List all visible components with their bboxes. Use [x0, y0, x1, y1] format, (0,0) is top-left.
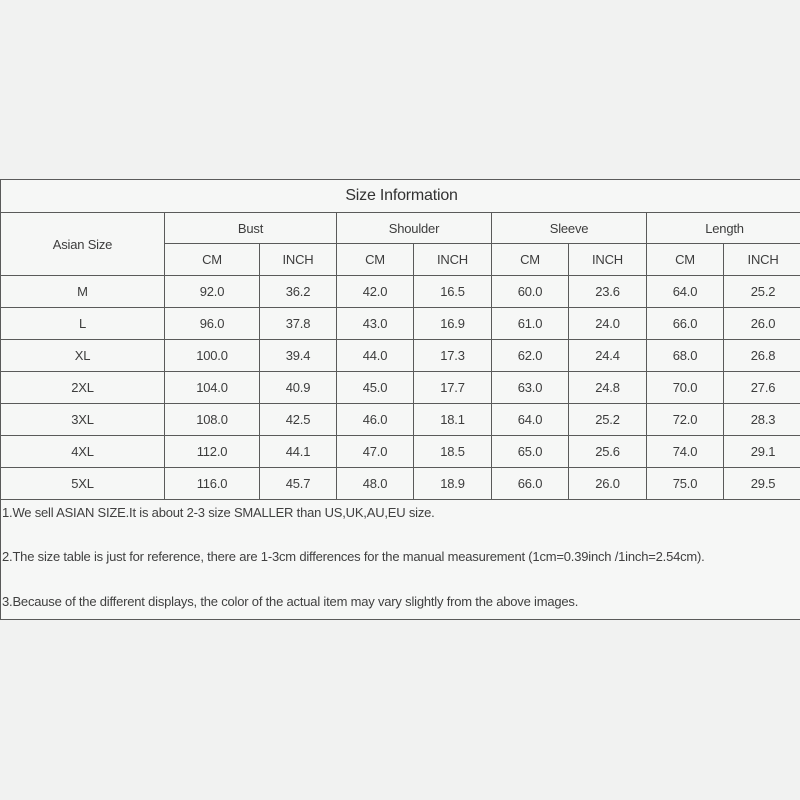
table-cell: 25.6 — [569, 436, 647, 468]
size-label: 4XL — [1, 436, 165, 468]
table-cell: 36.2 — [260, 276, 337, 308]
table-cell: 37.8 — [260, 308, 337, 340]
table-cell: 16.9 — [414, 308, 492, 340]
table-cell: 92.0 — [165, 276, 260, 308]
group-header-row — [1, 213, 800, 244]
unit-header: INCH — [260, 244, 337, 276]
table-cell: 24.8 — [569, 372, 647, 404]
table-row — [1, 436, 800, 468]
group-header-sleeve: Sleeve — [492, 213, 647, 244]
size-label: 3XL — [1, 404, 165, 436]
table-title: Size Information — [1, 180, 800, 213]
size-label: 5XL — [1, 468, 165, 500]
table-row — [1, 372, 800, 404]
table-cell: 66.0 — [647, 308, 724, 340]
unit-header: INCH — [414, 244, 492, 276]
table-cell: 29.5 — [724, 468, 800, 500]
table-cell: 64.0 — [647, 276, 724, 308]
unit-header: INCH — [724, 244, 800, 276]
table-cell: 29.1 — [724, 436, 800, 468]
table-cell: 72.0 — [647, 404, 724, 436]
table-cell: 25.2 — [724, 276, 800, 308]
size-chart — [0, 179, 800, 620]
table-cell: 17.3 — [414, 340, 492, 372]
table-cell: 68.0 — [647, 340, 724, 372]
table-cell: 64.0 — [492, 404, 569, 436]
table-cell: 45.0 — [337, 372, 414, 404]
table-cell: 24.4 — [569, 340, 647, 372]
table-row — [1, 468, 800, 500]
table-row — [1, 340, 800, 372]
table-cell: 116.0 — [165, 468, 260, 500]
table-cell: 108.0 — [165, 404, 260, 436]
table-row — [1, 404, 800, 436]
table-cell: 26.0 — [569, 468, 647, 500]
table-cell: 18.5 — [414, 436, 492, 468]
table-cell: 46.0 — [337, 404, 414, 436]
table-cell: 104.0 — [165, 372, 260, 404]
table-row — [1, 276, 800, 308]
unit-header: CM — [165, 244, 260, 276]
note-color: 3.Because of the different displays, the color of the actual item may vary slightly from the above images. — [2, 594, 579, 609]
table-cell: 47.0 — [337, 436, 414, 468]
size-table-body — [1, 180, 800, 500]
table-cell: 42.5 — [260, 404, 337, 436]
table-cell: 43.0 — [337, 308, 414, 340]
note-measurement: 2.The size table is just for reference, there are 1-3cm differences for the manual measurement (1cm=0.39inch /1inch=2.54cm). — [2, 549, 705, 564]
table-cell: 75.0 — [647, 468, 724, 500]
table-cell: 42.0 — [337, 276, 414, 308]
table-row — [1, 308, 800, 340]
table-cell: 60.0 — [492, 276, 569, 308]
unit-header: CM — [647, 244, 724, 276]
table-cell: 45.7 — [260, 468, 337, 500]
size-label: XL — [1, 340, 165, 372]
table-cell: 26.8 — [724, 340, 800, 372]
size-label: 2XL — [1, 372, 165, 404]
unit-header: CM — [337, 244, 414, 276]
table-cell: 18.9 — [414, 468, 492, 500]
table-cell: 17.7 — [414, 372, 492, 404]
table-cell: 44.0 — [337, 340, 414, 372]
table-cell: 40.9 — [260, 372, 337, 404]
table-cell: 18.1 — [414, 404, 492, 436]
table-cell: 48.0 — [337, 468, 414, 500]
size-table — [0, 179, 800, 500]
group-header-bust: Bust — [165, 213, 337, 244]
group-header-shoulder: Shoulder — [337, 213, 492, 244]
table-cell: 24.0 — [569, 308, 647, 340]
table-cell: 63.0 — [492, 372, 569, 404]
table-cell: 23.6 — [569, 276, 647, 308]
table-cell: 25.2 — [569, 404, 647, 436]
asian-size-header: Asian Size — [1, 213, 165, 276]
table-cell: 28.3 — [724, 404, 800, 436]
unit-header: CM — [492, 244, 569, 276]
unit-header: INCH — [569, 244, 647, 276]
table-cell: 44.1 — [260, 436, 337, 468]
table-cell: 70.0 — [647, 372, 724, 404]
title-row — [1, 180, 800, 213]
table-cell: 100.0 — [165, 340, 260, 372]
note-asian-size: 1.We sell ASIAN SIZE.It is about 2-3 size SMALLER than US,UK,AU,EU size. — [2, 505, 435, 520]
table-cell: 61.0 — [492, 308, 569, 340]
table-cell: 112.0 — [165, 436, 260, 468]
table-cell: 16.5 — [414, 276, 492, 308]
table-cell: 66.0 — [492, 468, 569, 500]
table-cell: 26.0 — [724, 308, 800, 340]
table-cell: 96.0 — [165, 308, 260, 340]
group-header-length: Length — [647, 213, 800, 244]
table-cell: 65.0 — [492, 436, 569, 468]
size-label: M — [1, 276, 165, 308]
size-label: L — [1, 308, 165, 340]
table-cell: 39.4 — [260, 340, 337, 372]
table-cell: 27.6 — [724, 372, 800, 404]
table-cell: 74.0 — [647, 436, 724, 468]
table-cell: 62.0 — [492, 340, 569, 372]
